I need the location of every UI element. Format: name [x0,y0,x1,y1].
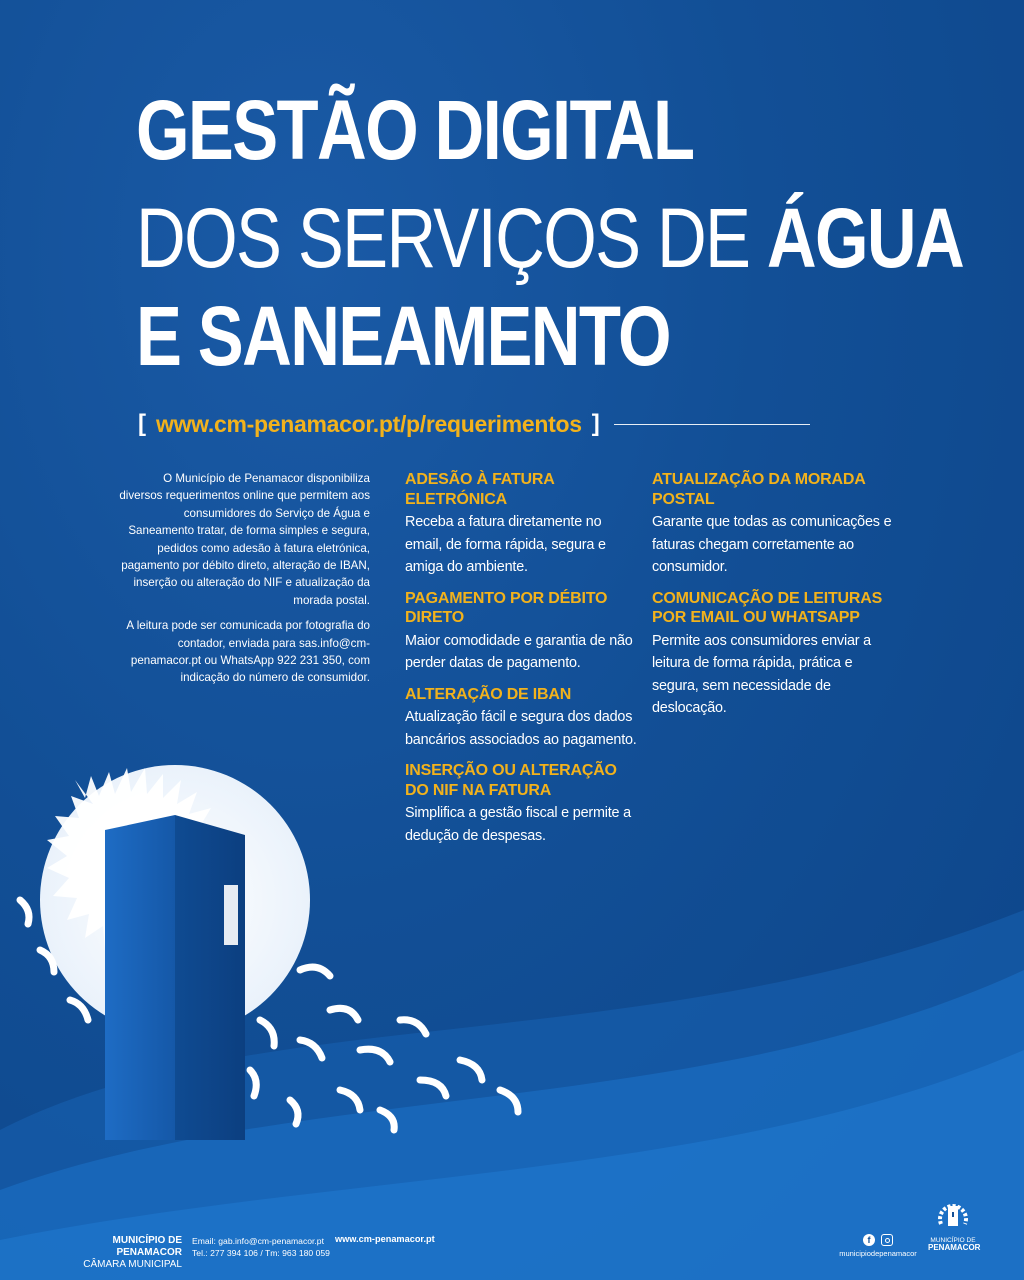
services-column-right [652,470,902,730]
service-text: Simplifica a gestão fiscal e permite a dedução de despesas. [405,805,631,844]
service-title: COMUNICAÇÃO DE LEITURAS POR EMAIL OU WHATSAPP [652,589,883,626]
penamacor-tower-logo-icon [933,1196,973,1232]
url-divider [614,424,810,425]
title-line-2-light: DOS SERVIÇOS DE [136,191,767,285]
logo-text-top: MUNICÍPIO DE [930,1237,976,1244]
footer-contacts [192,1235,330,1259]
service-title: ALTERAÇÃO DE IBAN [405,685,572,703]
social-block [838,1234,918,1258]
service-text: Garante que todas as comunicações e faturas chegam corretamente ao consumidor. [652,514,892,575]
instagram-icon[interactable] [881,1234,893,1246]
footer-org-name: MUNICÍPIO DE PENAMACOR [112,1235,182,1258]
title-line-1: GESTÃO DIGITAL [136,83,694,177]
social-handle: municipiodepenamacor [839,1249,917,1258]
service-title: ADESÃO À FATURA ELETRÓNICA [405,471,555,508]
tower-illustration [0,720,560,1140]
service-fatura-eletronica [405,470,637,579]
sun-burst [20,765,518,1130]
url-bracket-close: ] [591,410,600,437]
service-title: ATUALIZAÇÃO DA MORADA POSTAL [652,471,865,508]
intro-paragraph-2: A leitura pode ser comunicada por fotografia do contador, enviada para sas.info@cm-penamacor.pt ou WhatsApp 922 231 350, com indicação do número de consumidor. [126,619,370,685]
intro-paragraph-1: O Município de Penamacor disponibiliza diversos requerimentos online que permitem aos consumidores do Serviço de Água e Saneamento tratar, de forma simples e segura, pedidos como adesão à fatura eletrónica, pagamento por débito direto, alteração de IBAN, inserção ou alteração do NIF e atualização da morada postal. [119,472,370,607]
footer-org-sub: CÂMARA MUNICIPAL [83,1259,182,1270]
logo-text-bottom: PENAMACOR [928,1243,981,1252]
service-leituras [652,589,902,720]
footer-email[interactable]: Email: gab.info@cm-penamacor.pt [192,1236,324,1246]
footer-phones: Tel.: 277 394 106 / Tm: 963 180 059 [192,1248,330,1258]
url-row [138,406,838,442]
service-text: Receba a fatura diretamente no email, de forma rápida, segura e amiga do ambiente. [405,514,606,575]
municipality-logo [928,1196,981,1252]
service-morada-postal [652,470,902,579]
service-debito-direto [405,589,637,675]
service-text: Maior comodidade e garantia de não perder datas de pagamento. [405,632,633,671]
facebook-icon[interactable]: f [863,1234,875,1246]
footer-website[interactable]: www.cm-penamacor.pt [335,1234,435,1244]
url-bracket-open: [ [138,410,146,437]
title-line-2 [136,190,963,287]
service-text: Atualização fácil e segura dos dados bancários associados ao pagamento. [405,709,637,748]
title-line-2-bold: ÁGUA [766,191,964,285]
title-line-3: E SANEAMENTO [136,289,670,383]
service-text: Permite aos consumidores enviar a leitura de forma rápida, prática e segura, sem necessidade de deslocação. [652,632,871,716]
intro-text [118,470,370,695]
footer-org [48,1235,182,1271]
requerimentos-link[interactable]: www.cm-penamacor.pt/p/requerimentos [156,410,582,437]
service-title: PAGAMENTO POR DÉBITO DIRETO [405,589,608,626]
tower [105,815,245,1140]
service-title: INSERÇÃO OU ALTERAÇÃO DO NIF NA FATURA [405,762,617,799]
